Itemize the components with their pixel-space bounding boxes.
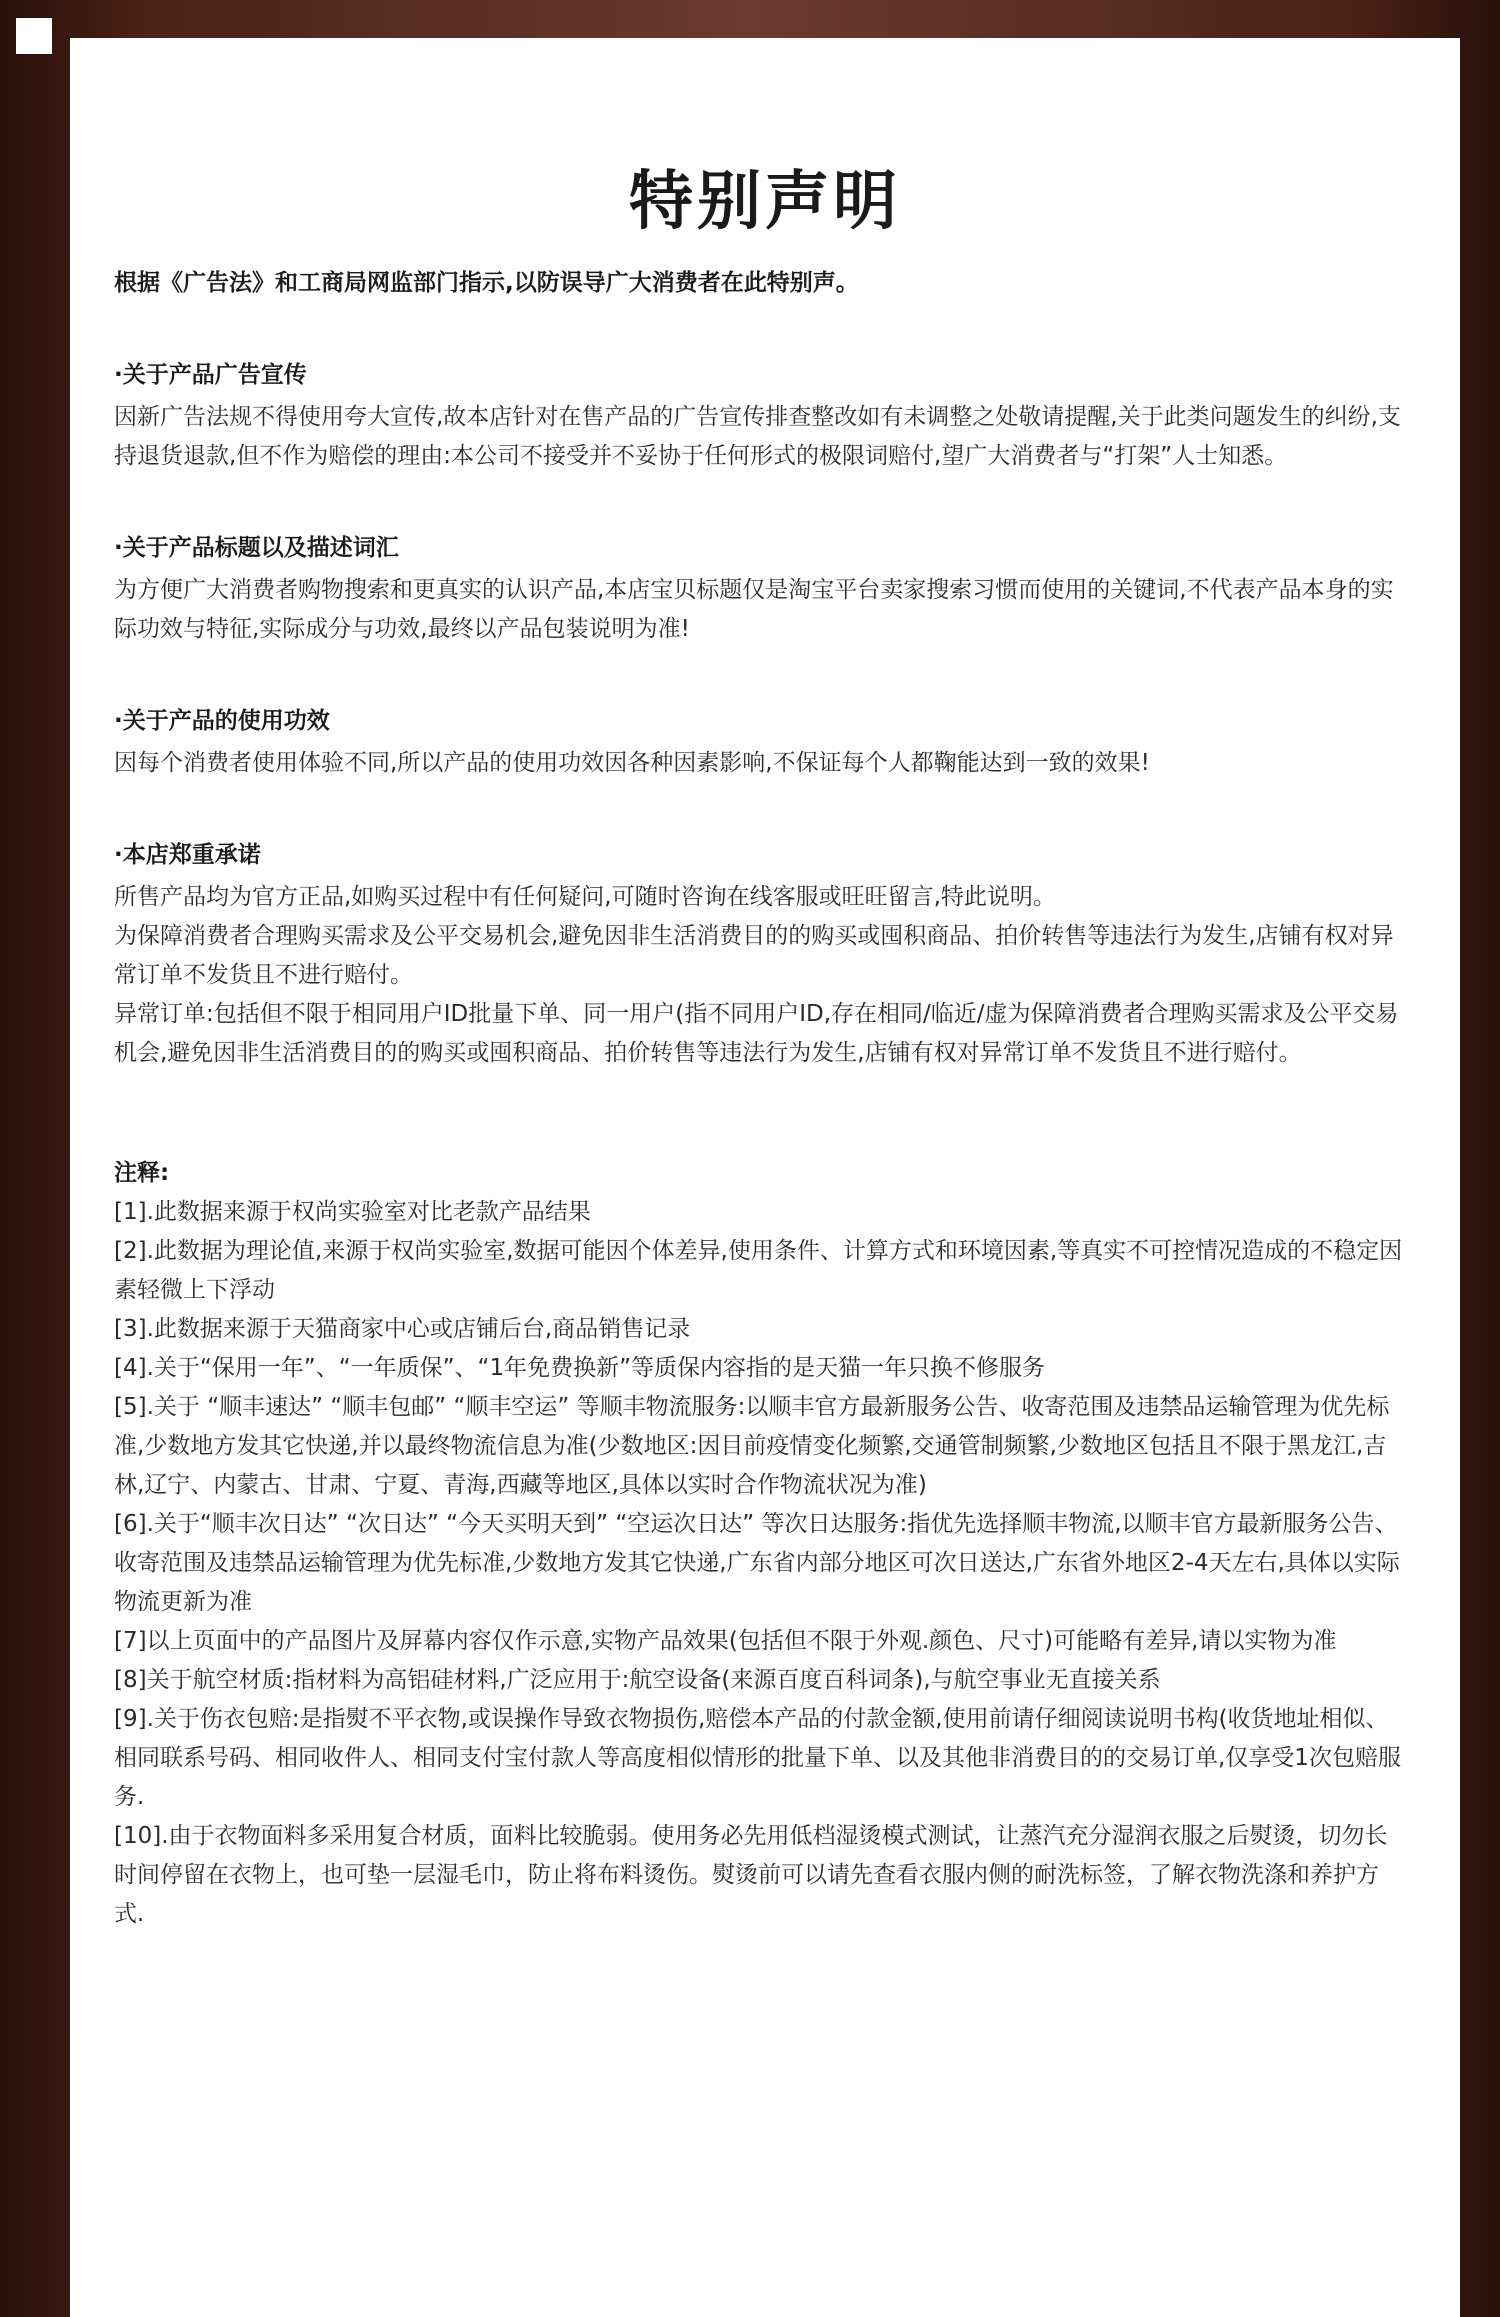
note-item: [9].关于伤衣包赔:是指熨不平衣物,或误操作导致衣物损伤,赔偿本产品的付款金额,使用前请仔细阅读说明书构(收货地址相似、相同联系号码、相同收件人、相同支付宝付款人等高度相似情形的批量下单、以及其他非消费目的的交易订单,仅享受1次包赔服务. — [114, 1706, 1401, 1810]
note-item: [4].关于“保用一年”、“一年质保”、“1年免费换新”等质保内容指的是天猫一年只换不修服务 — [114, 1355, 1046, 1381]
section-body: 所售产品均为官方正品,如购买过程中有任何疑问,可随时咨询在线客服或旺旺留言,特此说明。 — [114, 884, 1056, 910]
page-title: 特别声明 — [629, 165, 901, 239]
note-item: [1].此数据来源于权尚实验室对比老款产品结果 — [114, 1199, 591, 1225]
statement-content — [114, 264, 1404, 1934]
abnormal-order-notice: 异常订单:包括但不限于相同用户ID批量下单、同一用户(指不同用户ID,存在相同/临近/虚为保障消费者合理购买需求及公平交易机会,避免因非生活消费目的的购买或囤积商品、拍价转售等违法行为发生,店铺有权对异常订单不发货且不进行赔付。 — [114, 1001, 1399, 1066]
statement-paper — [70, 38, 1460, 2317]
section-title-keywords — [114, 529, 1404, 649]
section-heading: ·本店郑重承诺 — [114, 842, 261, 868]
section-heading: ·关于产品广告宣传 — [114, 362, 307, 388]
note-item: [10].由于衣物面料多采用复合材质，面料比较脆弱。使用务必先用低档湿烫模式测试，让蒸汽充分湿润衣服之后熨烫，切勿长时间停留在衣物上，也可垫一层湿毛巾，防止将布料烫伤。熨烫前可以请先查看衣服内侧的耐洗标签，了解衣物洗涤和养护方式. — [114, 1823, 1388, 1927]
note-item: [3].此数据来源于天猫商家中心或店铺后台,商品销售记录 — [114, 1316, 691, 1342]
corner-marker — [16, 18, 52, 54]
section-heading: ·关于产品标题以及描述词汇 — [114, 535, 399, 561]
notes-heading: 注释: — [114, 1160, 170, 1186]
notes-block — [114, 1154, 1404, 1934]
section-promise — [114, 836, 1404, 917]
section-body: 为方便广大消费者购物搜索和更真实的认识产品,本店宝贝标题仅是淘宝平台卖家搜索习惯而使用的关键词,不代表产品本身的实际功效与特征,实际成分与功效,最终以产品包装说明为准! — [114, 577, 1394, 642]
section-heading: ·关于产品的使用功效 — [114, 708, 330, 734]
section-body: 因新广告法规不得使用夸大宣传,故本店针对在售产品的广告宣传排查整改如有未调整之处敬请提醒,关于此类问题发生的纠纷,支持退货退款,但不作为赔偿的理由:本公司不接受并不妥协于任何形式的极限词赔付,望广大消费者与“打架”人士知悉。 — [114, 404, 1401, 469]
note-item: [8]关于航空材质:指材料为高铝硅材料,广泛应用于:航空设备(来源百度百科词条),与航空事业无直接关系 — [114, 1667, 1161, 1693]
purchase-notice: 为保障消费者合理购买需求及公平交易机会,避免因非生活消费目的的购买或囤积商品、拍价转售等违法行为发生,店铺有权对异常订单不发货且不进行赔付。 — [114, 923, 1394, 988]
note-item: [2].此数据为理论值,来源于权尚实验室,数据可能因个体差异,使用条件、计算方式和环境因素,等真实不可控情况造成的不稳定因素轻微上下浮动 — [114, 1238, 1403, 1303]
note-item: [5].关于 “顺丰速达” “顺丰包邮” “顺丰空运” 等顺丰物流服务:以顺丰官方最新服务公告、收寄范围及违禁品运输管理为优先标准,少数地方发其它快递,并以最终物流信息为准(少数地区:因目前疫情变化频繁,交通管制频繁,少数地区包括且不限于黑龙江,吉林,辽宁、内蒙古、甘肃、宁夏、青海,西藏等地区,具体以实时合作物流状况为准) — [114, 1394, 1390, 1498]
note-item: [7]以上页面中的产品图片及屏幕内容仅作示意,实物产品效果(包括但不限于外观.颜色、尺寸)可能略有差异,请以实物为准 — [114, 1628, 1337, 1654]
section-body: 因每个消费者使用体验不同,所以产品的使用功效因各种因素影响,不保证每个人都鞠能达到一致的效果! — [114, 750, 1150, 776]
section-ad-promotion — [114, 356, 1404, 476]
intro-text: 根据《广告法》和工商局网监部门指示,以防误导广大消费者在此特别声。 — [114, 270, 859, 296]
section-efficacy — [114, 702, 1404, 783]
note-item: [6].关于“顺丰次日达” “次日达” “今天买明天到” “空运次日达” 等次日达服务:指优先选择顺丰物流,以顺丰官方最新服务公告、收寄范围及违禁品运输管理为优先标准,少数地方发其它快递,广东省内部分地区可次日送达,广东省外地区2-4天左右,具体以实际物流更新为准 — [114, 1511, 1400, 1615]
